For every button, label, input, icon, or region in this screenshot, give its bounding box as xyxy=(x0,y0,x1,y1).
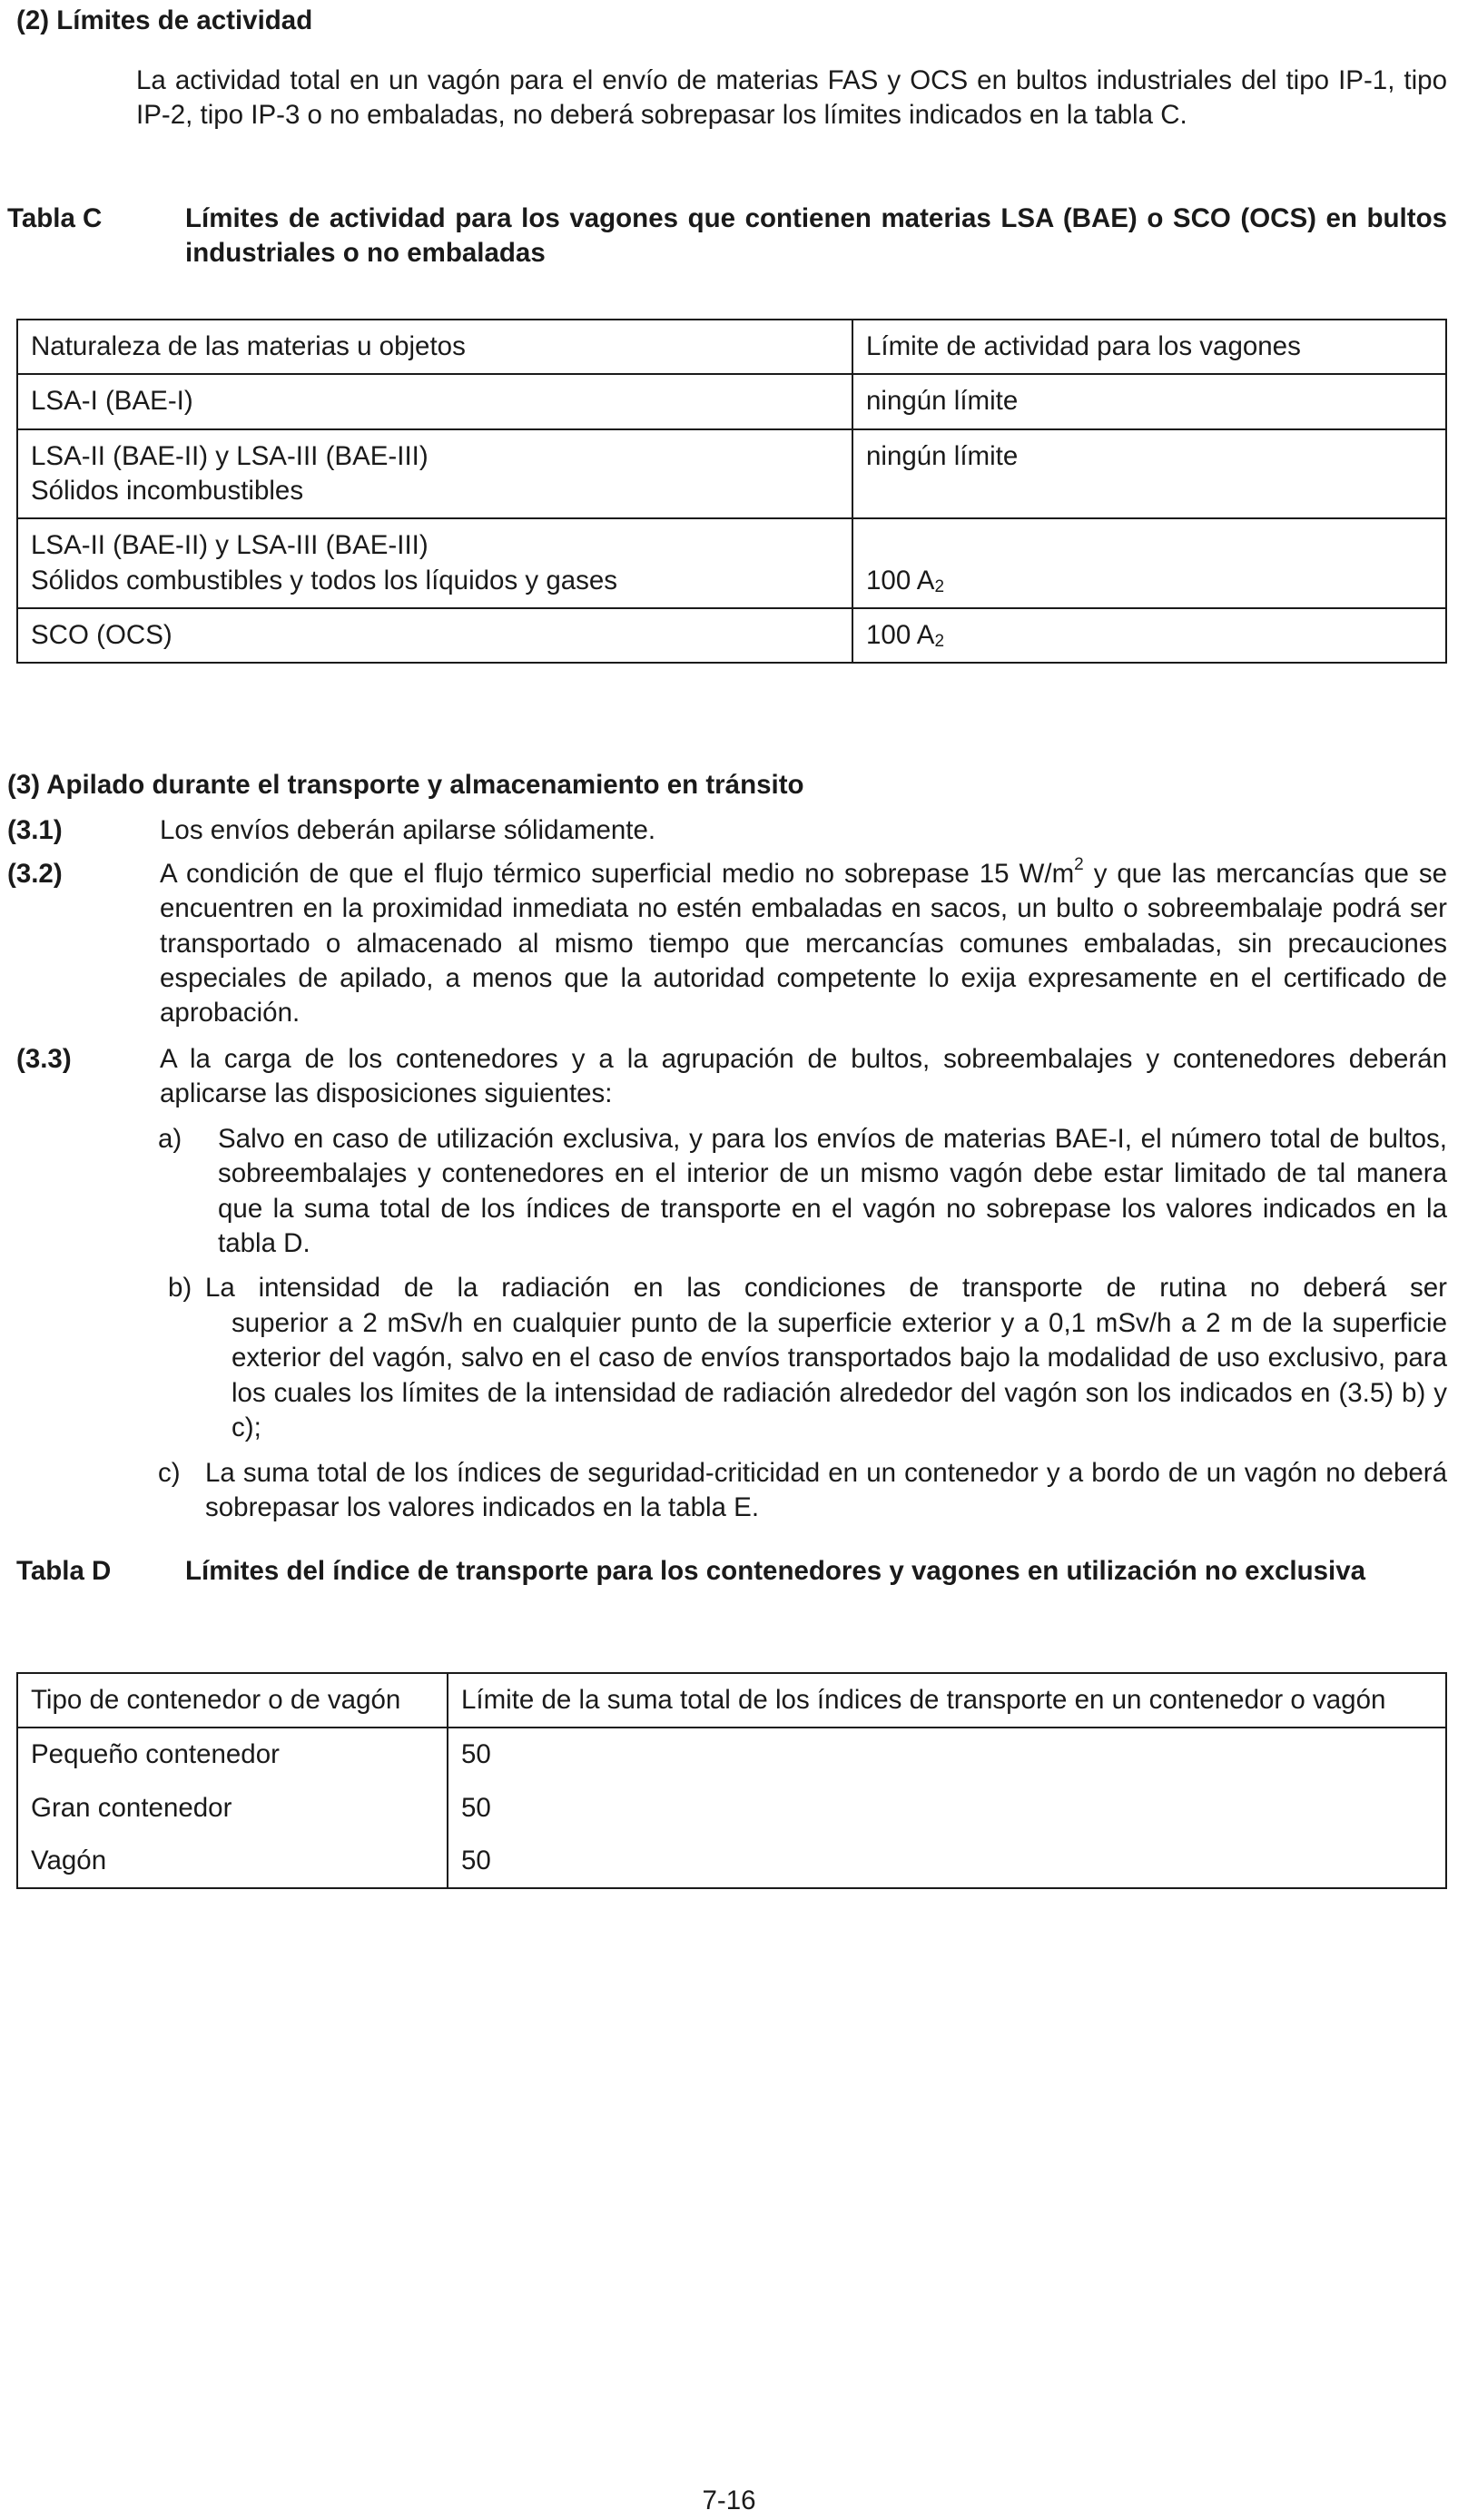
cell-line: Sólidos combustibles y todos los líquidos y gases xyxy=(31,565,618,596)
table-c-title: Límites de actividad para los vagones que contienen materias LSA (BAE) o SCO (OCS) en bultos industriales o no embaladas xyxy=(185,203,1447,269)
table-d-cell: 50 xyxy=(448,1835,1446,1888)
list-marker: b) xyxy=(168,1273,192,1303)
table-c-header-col1: Naturaleza de las materias u objetos xyxy=(17,320,852,374)
table-d xyxy=(16,1672,1447,1889)
table-c xyxy=(16,319,1447,664)
cell-line: SCO (OCS) xyxy=(31,620,172,651)
table-row xyxy=(17,1782,1446,1835)
paragraph-number: (3.2) xyxy=(7,859,63,889)
text-run: y que las mercancías que se encuentren en la proximidad inmediata no estén embaladas en sacos, un bulto o sobreembalaje podrá ser transportado o almacenado al mismo tiempo que mercancías comunes embaladas, sin precauciones especiales de apilado, a menos que la autoridad competente lo exija expresamente en el certificado de aprobación. xyxy=(160,859,1447,1029)
table-c-label: Tabla C xyxy=(7,203,103,233)
list-item-a: Salvo en caso de utilización exclusiva, y para los envíos de materias BAE-I, el número total de bultos, sobreembalajes y contenedores en el interior de un mismo vagón debe estar limitado de tal manera que la suma total de los índices de transporte en el vagón no sobrepase los valores indicados en la tabla D. xyxy=(218,1124,1447,1259)
table-c-cell xyxy=(17,518,852,608)
table-d-cell: Pequeño contenedor xyxy=(17,1728,448,1781)
paragraph-number: (3.3) xyxy=(16,1044,72,1074)
activity-value: 100 A xyxy=(866,620,935,651)
table-row xyxy=(17,518,1446,608)
table-d-header-col2: Límite de la suma total de los índices de transporte en un contenedor o vagón xyxy=(448,1673,1446,1728)
table-c-cell xyxy=(852,608,1446,663)
table-c-cell xyxy=(17,608,852,663)
table-d-cell: Gran contenedor xyxy=(17,1782,448,1835)
subscript: 2 xyxy=(934,576,945,596)
subscript: 2 xyxy=(934,632,945,652)
paragraph-3-2 xyxy=(160,857,1447,1031)
table-c-cell: ningún límite xyxy=(852,374,1446,428)
table-c-cell xyxy=(852,518,1446,608)
paragraph-number: (3.1) xyxy=(7,815,63,845)
section-2-body: La actividad total en un vagón para el envío de materias FAS y OCS en bultos industriales del tipo IP-1, tipo IP-2, tipo IP-3 o no embaladas, no deberá sobrepasar los límites indicados en la tabla C. xyxy=(136,65,1447,131)
list-item-b-rest: superior a 2 mSv/h en cualquier punto de la superficie exterior y a 0,1 mSv/h a 2 m de la superficie exterior del vagón, salvo en el caso de envíos transportados bajo la modalidad de uso exclusivo, para los cuales los límites de la intensidad de radiación alrededor del vagón son los indicados en (3.5) b) y c); xyxy=(232,1308,1447,1443)
table-c-cell xyxy=(17,429,852,519)
text-run: A condición de que el flujo térmico superficial medio no sobrepase 15 W/m xyxy=(160,859,1075,889)
cell-line: LSA-II (BAE-II) y LSA-III (BAE-III) xyxy=(31,530,429,561)
table-d-cell: 50 xyxy=(448,1728,1446,1781)
section-2-heading: (2) Límites de actividad xyxy=(16,5,313,35)
table-d-label: Tabla D xyxy=(16,1556,112,1586)
table-row xyxy=(17,429,1446,519)
table-d-cell: 50 xyxy=(448,1782,1446,1835)
table-row xyxy=(17,608,1446,663)
cell-line: Sólidos incombustibles xyxy=(31,476,304,507)
cell-line: LSA-I (BAE-I) xyxy=(31,386,193,417)
activity-value: 100 A xyxy=(866,565,935,596)
section-3-heading: (3) Apilado durante el transporte y almacenamiento en tránsito xyxy=(7,770,804,800)
table-d-cell: Vagón xyxy=(17,1835,448,1888)
page-number: 7-16 xyxy=(702,2486,756,2515)
superscript: 2 xyxy=(1074,855,1084,874)
table-row xyxy=(17,1673,1446,1728)
list-marker: c) xyxy=(158,1458,181,1488)
table-d-title: Límites del índice de transporte para los contenedores y vagones en utilización no exclusiva xyxy=(185,1556,1366,1586)
table-d-header-col1: Tipo de contenedor o de vagón xyxy=(17,1673,448,1728)
table-c-header-col2: Límite de actividad para los vagones xyxy=(852,320,1446,374)
list-item-c: La suma total de los índices de seguridad-criticidad en un contenedor y a bordo de un vagón no deberá sobrepasar los valores indicados en la tabla E. xyxy=(205,1458,1447,1523)
cell-line: LSA-II (BAE-II) y LSA-III (BAE-III) xyxy=(31,440,429,471)
paragraph-3-1: Los envíos deberán apilarse sólidamente. xyxy=(160,815,656,845)
table-row xyxy=(17,1835,1446,1888)
table-row xyxy=(17,1728,1446,1781)
table-row xyxy=(17,374,1446,428)
list-marker: a) xyxy=(158,1124,182,1154)
list-item-b xyxy=(205,1271,1447,1305)
paragraph-3-3: A la carga de los contenedores y a la agrupación de bultos, sobreembalajes y contenedores deberán aplicarse las disposiciones siguientes: xyxy=(160,1044,1447,1109)
table-c-cell xyxy=(17,374,852,428)
table-row xyxy=(17,320,1446,374)
list-item-b-first-line: La intensidad de la radiación en las condiciones de transporte de rutina no deberá ser xyxy=(205,1273,1447,1303)
table-c-cell: ningún límite xyxy=(852,429,1446,519)
